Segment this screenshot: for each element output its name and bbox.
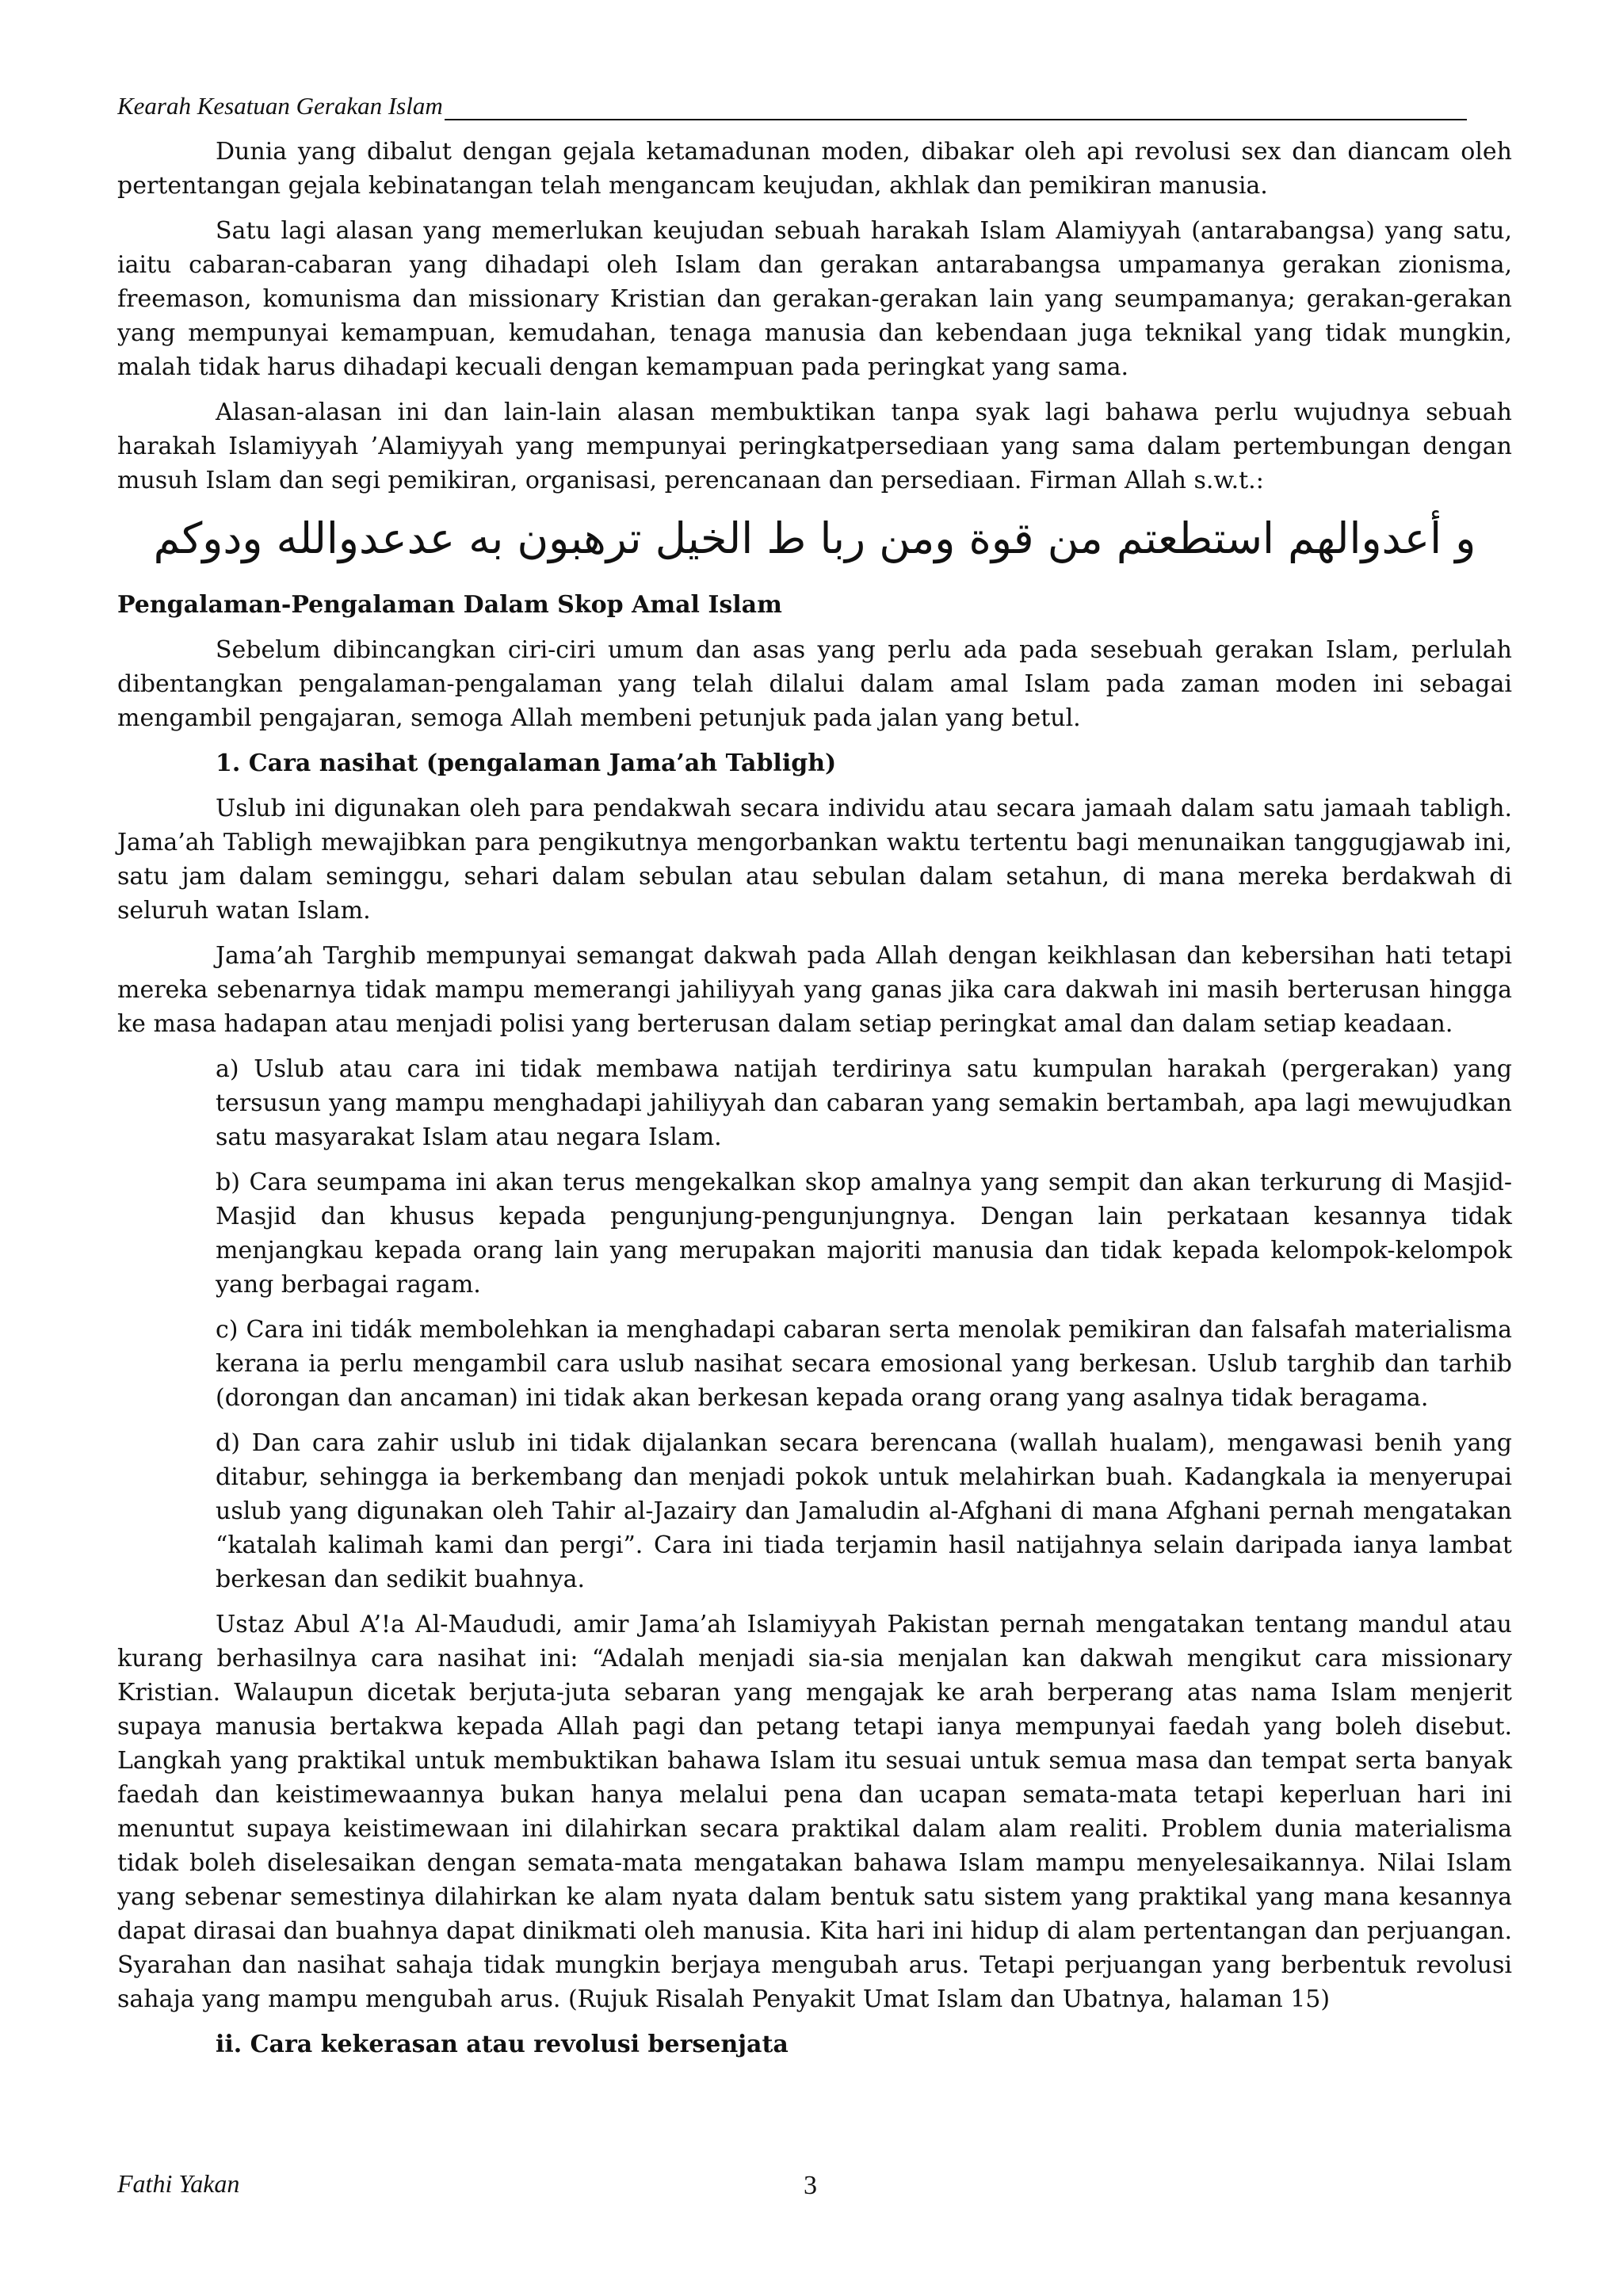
list-item: b) Cara seumpama ini akan terus mengekalkan skop amalnya yang sempit dan akan terkurung di Masjid-Masjid dan khusus kepada pengunjung-pengunjungnya. Dengan lain perkataan kesannya tidak menjangkau kepada orang lain yang merupakan majoriti manusia dan tidak kepada kelompok-kelompok yang berbagai ragam. [216, 1169, 1512, 1299]
paragraph: Dunia yang dibalut dengan gejala ketamadunan moden, dibakar oleh api revolusi sex dan diancam oleh pertentangan gejala kebinatangan telah mengancam keujudan, akhlak dan pemikiran manusia. [117, 138, 1512, 200]
paragraph: Satu lagi alasan yang memerlukan keujudan sebuah harakah Islam Alamiyyah (antarabangsa) yang satu, iaitu cabaran-cabaran yang dihadapi oleh Islam dan gerakan antarabangsa umpamanya gerakan zionisma, freemason, komunisma dan missionary Kristian dan gerakan-gerakan lain yang seumpamanya; gerakan-gerakan yang mempunyai kemampuan, kemudahan, tenaga manusia dan kebendaan juga teknikal yang tidak mungkin, malah tidak harus dihadapi kecuali dengan kemampuan pada peringkat yang sama. [117, 217, 1512, 381]
quote-paragraph: Ustaz Abul A’!a Al-Maududi, amir Jama’ah Islamiyyah Pakistan pernah mengatakan tentang mandul atau kurang berhasilnya cara nasihat ini: “Adalah menjadi sia-sia menjalan kan dakwah mengikut cara missionary Kristian. Walaupun dicetak berjuta-juta sebaran yang mengajak ke arah berperang atas nama Islam menjerit supaya manusia bertakwa kepada Allah pagi dan petang tetapi ianya mempunyai faedah yang boleh disebut. Langkah yang praktikal untuk membuktikan bahawa Islam itu sesuai untuk semua masa dan tempat serta banyak faedah dan keistimewaannya bukan hanya melalui pena dan ucapan semata-mata tetapi keperluan hari ini menuntut supaya keistimewaan ini dilahirkan secara praktikal dalam alam realiti. Problem dunia materialisma tidak boleh diselesaikan dengan semata-mata mengatakan bahawa Islam mampu menyelesaikannya. Nilai Islam yang sebenar semestinya dilahirkan ke alam nyata dalam bentuk satu sistem yang praktikal yang mana kesannya dapat dirasai dan buahnya dapat dinikmati oleh manusia. Kita hari ini hidup di alam pertentangan dan perjuangan. Syarahan dan nasihat sahaja tidak mungkin berjaya mengubah arus. Tetapi perjuangan yang berbentuk revolusi sahaja yang mampu mengubah arus. (Rujuk Risalah Penyakit Umat Islam dan Ubatnya, halaman 15) [117, 1611, 1512, 2013]
header-title: Kearah Kesatuan Gerakan Islam [117, 92, 443, 120]
page-number: 3 [804, 2171, 817, 2200]
arabic-verse: و أعدوالهم استطعتم من قوة ومن ربا ط الخيل ترهبون به عدعدوالله ودوكم [153, 513, 1476, 563]
subheading: ii. Cara kekerasan atau revolusi bersenjata [216, 2031, 789, 2058]
footer-author: Fathi Yakan [117, 2169, 240, 2198]
list-item: a) Uslub atau cara ini tidak membawa natijah terdirinya satu kumpulan harakah (pergerakan) yang tersusun yang mampu menghadapi jahiliyyah dan cabaran yang semakin bertambah, apa lagi mewujudkan satu masyarakat Islam atau negara Islam. [216, 1055, 1512, 1151]
list-item: d) Dan cara zahir uslub ini tidak dijalankan secara berencana (wallah hualam), mengawasi benih yang ditabur, sehingga ia berkembang dan menjadi pokok untuk melahirkan buah. Kadangkala ia menyerupai uslub yang digunakan oleh Tahir al-Jazairy dan Jamaludin al-Afghani di mana Afghani pernah mengatakan “katalah kalimah kami dan pergi”. Cara ini tiada terjamin hasil natijahnya selain daripada ianya lambat berkesan dan sedikit buahnya. [216, 1429, 1512, 1593]
list-item: c) Cara ini tidák membolehkan ia menghadapi cabaran serta menolak pemikiran dan falsafah materialisma kerana ia perlu mengambil cara uslub nasihat secara emosional yang berkesan. Uslub targhib dan tarhib (dorongan dan ancaman) ini tidak akan berkesan kepada orang orang yang asalnya tidak beragama. [216, 1316, 1512, 1412]
paragraph: Uslub ini digunakan oleh para pendakwah secara individu atau secara jamaah dalam satu jamaah tabligh. Jama’ah Tabligh mewajibkan para pengikutnya mengorbankan waktu tertentu bagi menunaikan tanggugjawab ini, satu jam dalam seminggu, sehari dalam sebulan atau sebulan dalam setahun, di mana mereka berdakwah di seluruh watan Islam. [117, 795, 1512, 925]
paragraph: Jama’ah Targhib mempunyai semangat dakwah pada Allah dengan keikhlasan dan kebersihan hati tetapi mereka sebenarnya tidak mampu memerangi jahiliyyah yang ganas jika cara dakwah ini masih berterusan hingga ke masa hadapan atau menjadi polisi yang berterusan dalam setiap peringkat amal dan dalam setiap keadaan. [117, 942, 1512, 1038]
running-header [117, 92, 1512, 120]
paragraph: Alasan-alasan ini dan lain-lain alasan membuktikan tanpa syak lagi bahawa perlu wujudnya sebuah harakah Islamiyyah ’Alamiyyah yang mempunyai peringkatpersediaan yang sama dalam pertembungan dengan musuh Islam dan segi pemikiran, organisasi, perencanaan dan persediaan. Firman Allah s.w.t.: [117, 399, 1512, 494]
section-heading: Pengalaman-Pengalaman Dalam Skop Amal Islam [117, 591, 782, 619]
header-rule [445, 98, 1467, 120]
subheading: 1. Cara nasihat (pengalaman Jama’ah Tabligh) [216, 749, 837, 777]
paragraph: Sebelum dibincangkan ciri-ciri umum dan asas yang perlu ada pada sesebuah gerakan Islam, perlulah dibentangkan pengalaman-pengalaman yang telah dilalui dalam amal Islam pada zaman moden ini sebagai mengambil pengajaran, semoga Allah membeni petunjuk pada jalan yang betul. [117, 636, 1512, 732]
page-body [117, 135, 1512, 2073]
